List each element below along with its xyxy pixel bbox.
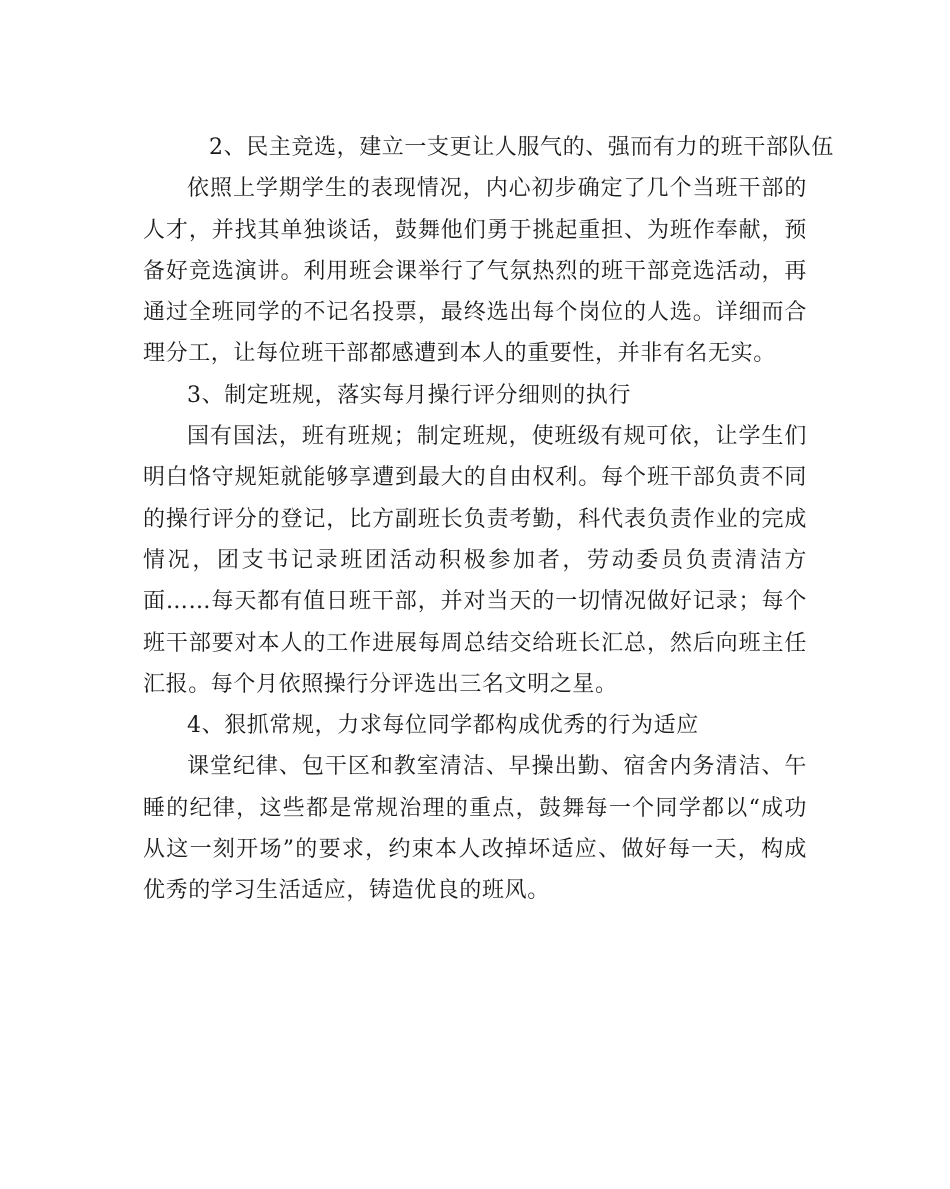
section-heading-3: 3、制定班规，落实每月操行评分细则的执行: [187, 382, 631, 408]
document-body: [143, 127, 834, 912]
section-heading-2: 2、民主竞选，建立一支更让人服气的、强而有力的班干部队伍: [209, 135, 834, 160]
body-paragraph-2: 国有国法，班有班规；制定班规，使班级有规可依，让学生们明白恪守规矩就能够享遭到最大的自由权利。每个班干部负责不同的操行评分的登记，比方副班长负责考勤，科代表负责作业的完成情况，团支书记录班团活动积极参加者，劳动委员负责清洁方面……每天都有值日班干部，并对当天的一切情况做好记录；每个班干部要对本人的工作进展每周总结交给班长汇总，然后向班主任汇报。每个月依照操行分评选出三名文明之星。: [143, 424, 807, 697]
body-paragraph-1: 依照上学期学生的表现情况，内心初步确定了几个当班干部的人才，并找其单独谈话，鼓舞他们勇于挑起重担、为班作奉献，预备好竞选演讲。利用班会课举行了气氛热烈的班干部竞选活动，再通过全班同学的不记名投票，最终选出每个岗位的人选。详细而合理分工，让每位班干部都感遭到本人的重要性，并非有名无实。: [143, 176, 807, 367]
section-heading-4: 4、狠抓常规，力求每位同学都构成优秀的行为适应: [187, 713, 699, 739]
body-paragraph-3: 课堂纪律、包干区和教室清洁、早操出勤、宿舍内务清洁、午睡的纪律，这些都是常规治理的重点，鼓舞每一个同学都以“成功从这一刻开场”的要求，约束本人改掉坏适应、做好每一天，构成优秀的学习生活适应，铸造优良的班风。: [143, 754, 807, 904]
